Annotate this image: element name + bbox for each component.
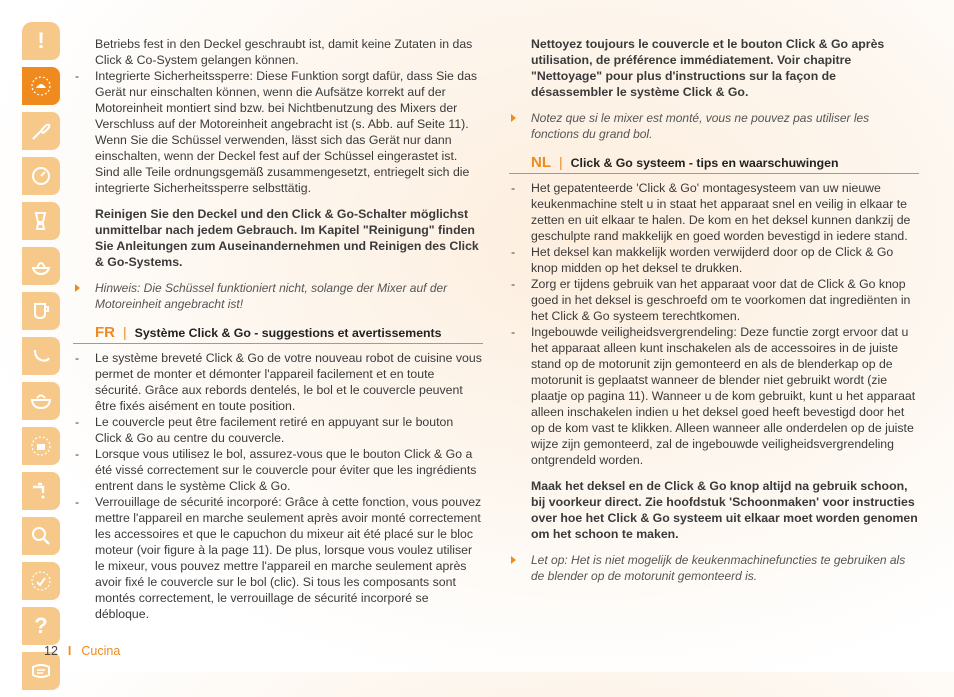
bowl-icon <box>29 389 53 413</box>
language-code: FR <box>95 324 115 341</box>
warning-icon: ! <box>37 28 45 53</box>
accessories-icon <box>29 434 53 458</box>
list-item: - Het deksel kan makkelijk worden verwijderd door op de Click & Go knop midden op het deksel te drukken. <box>509 244 919 276</box>
note <box>509 552 919 584</box>
tab-cleaning[interactable] <box>22 562 60 600</box>
tab-faucet[interactable] <box>22 472 60 510</box>
paragraph: Betriebs fest in den Deckel geschraubt ist, damit keine Zutaten in das Click & Co-System gelangen können. <box>95 37 473 67</box>
cleaning-instruction: Nettoyez toujours le couvercle et le bouton Click & Go après utilisation, de préférence immédiatement. Voir chapitre "Nettoyage" pour plus d'instructions sur la façon de désassembler le système Click & Go. <box>531 37 885 99</box>
cleaning-instruction: Reinigen Sie den Deckel und den Click & Go-Schalter möglichst unmittelbar nach jedem Gebrauch. Im Kapitel "Reinigung" finden Sie Anleitungen zum Auseinandernehmen und Reinigen des Click & Go-Systems. <box>95 207 479 269</box>
list-item: - Ingebouwde veiligheidsvergrendeling: Deze functie zorgt ervoor dat u het apparaat alleen kunt inschakelen als de accessoires in de juiste stand op de motorunit zijn gemonteerd en als de blenderkap op de motorunit is geplaatst wanneer de blender niet gebruikt wordt (zie plaatje op pagina 11). Wanneer u de kom gebruikt, kunt u het apparaat alleen inschakelen indien u het deksel goed heeft bevestigd door het op de kom vast te klikken. Alleen wanneer alle onderdelen op de juiste wijze zijn gemonteerd, zal de ingebouwde veiligheidsvergrendeling ontgrendeld worden. <box>509 324 919 468</box>
section-name: Cucina <box>81 644 121 658</box>
section-title: Système Click & Go - suggestions et avertissements <box>134 326 442 340</box>
juicer-icon <box>29 254 53 278</box>
sidebar-nav <box>22 22 60 697</box>
tab-whisk[interactable] <box>22 112 60 150</box>
list-item: - Le couvercle peut être facilement retiré en appuyant sur le bouton Click & Go au centre du couvercle. <box>73 414 483 446</box>
timer-icon <box>29 164 53 188</box>
list-item: - Het gepatenteerde 'Click & Go' montagesysteem van uw nieuwe keukenmachine stelt u in staat het apparaat snel en veilig in elkaar te zetten en uit elkaar te halen. De kom en het deksel kunnen dankzij de geschulpte rand makkelijk en goed worden bevestigd in iedere stand. <box>509 180 919 244</box>
tab-timer[interactable] <box>22 157 60 195</box>
section-title: Click & Go systeem - tips en waarschuwingen <box>570 156 839 170</box>
note-text: Let op: Het is niet mogelijk de keukenmachinefuncties te gebruiken als de blender op de motorunit gemonteerd is. <box>531 553 906 583</box>
tab-search[interactable] <box>22 517 60 555</box>
tab-juicer[interactable] <box>22 247 60 285</box>
list-item: - Lorsque vous utilisez le bol, assurez-vous que le bouton Click & Go a été vissé correctement sur le couvercle pour éviter que les ingrédients entrent dans le système Click & Go. <box>73 446 483 494</box>
right-column <box>509 36 919 584</box>
note-arrow-icon <box>511 114 516 122</box>
help-icon: ? <box>34 613 48 638</box>
section-heading-fr <box>73 324 483 344</box>
tab-blender[interactable] <box>22 202 60 240</box>
tab-cup[interactable] <box>22 292 60 330</box>
cleaning-instruction: Maak het deksel en de Click & Go knop altijd na gebruik schoon, bij voorkeur direct. Zie hoofdstuk 'Schoonmaken' voor instructies over hoe het Click & Go systeem uit elkaar moet worden genomen om het schoon te maken. <box>531 479 918 541</box>
note-text: Hinweis: Die Schüssel funktioniert nicht, solange der Mixer auf der Motoreinheit angebracht ist! <box>95 281 448 311</box>
note <box>509 110 919 142</box>
tab-warning[interactable] <box>22 22 60 60</box>
recipe-icon <box>29 659 53 683</box>
note-arrow-icon <box>511 556 516 564</box>
cup-icon <box>29 299 53 323</box>
magnifier-icon <box>29 524 53 548</box>
list-item: - Verrouillage de sécurité incorporé: Grâce à cette fonction, vous pouvez mettre l'appareil en marche seulement après avoir monté correctement les accessoires et que le capuchon du mixeur ait été placé sur le bloc moteur (voir figure à la page 11). De plus, lorsque vous voulez utiliser le mixeur, vous pouvez mettre l'appareil en marche seulement après avoir fixé le couvercle sur le bol (clic). Si tous les composants sont montés correctement, le verrouillage de sécurité incorporé se débloque. <box>73 494 483 622</box>
left-column <box>73 36 483 622</box>
tab-click-go[interactable] <box>22 67 60 105</box>
page-footer <box>44 644 120 658</box>
tab-help[interactable] <box>22 607 60 645</box>
tab-hook[interactable] <box>22 337 60 375</box>
section-heading-nl <box>509 154 919 174</box>
list-item: - Le système breveté Click & Go de votre nouveau robot de cuisine vous permet de monter et démonter l'appareil facilement et en toute sécurité. Grâce aux rebords dentelés, le bol et le couvercle peuvent être fixés aisément en toute position. <box>73 350 483 414</box>
footer-separator: I <box>67 644 72 658</box>
cleaning-icon <box>29 569 53 593</box>
click-go-icon <box>29 74 53 98</box>
list-item: - Integrierte Sicherheitssperre: Diese Funktion sorgt dafür, dass Sie das Gerät nur einschalten können, wenn die Aufsätze korrekt auf der Motoreinheit montiert sind bzw. bei Nichtbenutzung des Mixers der Verschluss auf der Motoreinheit angebracht ist (s. Abb. auf Seite 11). Wenn Sie die Schüssel verwenden, lässt sich das Gerät nur dann einschalten, wenn der Deckel fest auf der Schüssel eingerastet ist. Sind alle Teile ordnungsgemäß zusammengesetzt, entriegelt sich die integrierte Sicherheitssperre selbsttätig. <box>73 68 483 196</box>
tab-accessories[interactable] <box>22 427 60 465</box>
whisk-icon <box>29 119 53 143</box>
blender-icon <box>29 209 53 233</box>
note-arrow-icon <box>75 284 80 292</box>
heading-separator: | <box>559 154 563 170</box>
hook-icon <box>29 344 53 368</box>
heading-separator: | <box>123 324 127 340</box>
note-text: Notez que si le mixer est monté, vous ne pouvez pas utiliser les fonctions du grand bol. <box>531 111 870 141</box>
language-code: NL <box>531 154 551 171</box>
faucet-icon <box>29 479 53 503</box>
list-item: - Zorg er tijdens gebruik van het apparaat voor dat de Click & Go knop goed in het deksel is geschroefd om te voorkomen dat ingrediënten in het Click & Go systeem terechtkomen. <box>509 276 919 324</box>
page-number: 12 <box>44 644 58 658</box>
note <box>73 280 483 312</box>
tab-bowl[interactable] <box>22 382 60 420</box>
